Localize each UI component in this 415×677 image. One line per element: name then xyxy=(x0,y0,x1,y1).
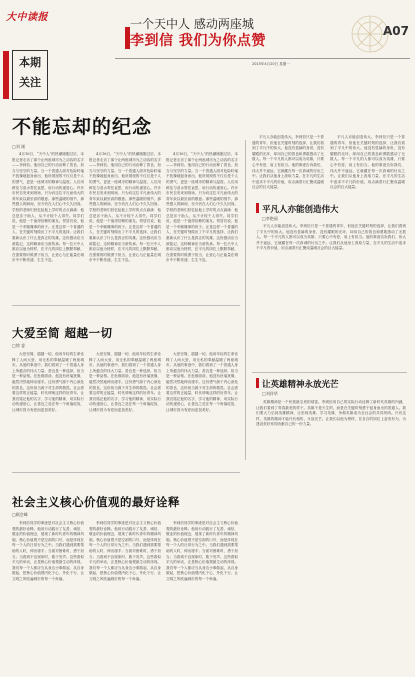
slogan-top: 一个天中人 感动两座城 xyxy=(130,17,254,31)
side1-title-marker xyxy=(256,203,259,213)
article2-column-2 xyxy=(89,352,161,462)
section-label-bar xyxy=(3,51,9,99)
side2-body-text: 英雄精神是一个民族最宝贵的财富。李到信用自己的实际行动诠释了新时代英雄的内涵，让我们看到了青春最美的样子。英雄不是天生的，而是在关键时刻勇于挺身而出的普通人。我们要大力弘扬英雄精神，让崇尚英雄、学习英雄、争做英雄成为全社会的共同风尚。只有这样，英雄的精神才能代代相传，永放光芒。让我们以他为榜样，在各自的岗位上奋发有为，为建设美好家园贡献自己的一份力量。 xyxy=(256,400,406,427)
article2-top-divider xyxy=(12,305,240,306)
newspaper-logo xyxy=(6,8,66,23)
main-article-column-3 xyxy=(166,152,238,302)
article3-title: 社会主义核心价值观的最好诠释 xyxy=(12,495,180,509)
article2-column-3 xyxy=(166,352,238,462)
article2-column-1 xyxy=(12,352,84,462)
page-number: A07 xyxy=(383,24,409,38)
main-article-body-cont2: 4月16日，“天中人”的热潮刚刚过后，本报记者走访了那个让两座城市为之动容的名字——李到信。他用自己的行动诠释了善良、担当与坚守的力量。当一个普通人面对危险时毫不犹豫地挺身而出，他所展现的不仅仅是个人的勇气，更是一座城市的精神与温度。人们用鲜花与泪水寄托哀思，用行动传递爱心。许多市民自发来到现场，只为向这位平凡而伟大的青年致以最崇高的敬意。那些温暖的细节，那些感人的瞬间，至今仍在人们心中久久回荡。学校的老师们回忆起他上学时的点点滴滴：他总是乐于助人，从不计较个人得失。同学们说，他是一个值得信赖的朋友。邻居们说，他是一个孝顺懂事的孩子。正是这样一个普通的人，在关键时刻做出了不平凡的选择，让我们重新认识了什么是真正的英雄。这份感动应当被铭记，这种精神应当被传承。每一位天中人都应以他为榜样，在平凡的岗位上默默奉献，在需要的时候勇于担当，让爱心与正能量在城市中不断传递、生生不息。 xyxy=(166,152,238,263)
main-article-title: 不能忘却的纪念 xyxy=(12,116,153,138)
side1-intro-text: 平凡人亦能创造伟大。李到信只是一个普通的青年，但他在关键时刻的选择，让我们看到了平凡中的伟大。他没有显赫的身世，没有耀眼的光环，却用自己的善良和勇敢感动了无数人。每一个平凡的人都可以成为英雄，只要心中有爱，肩上有担当。他的事迹告诉我们，伟大并不遥远，它就藏在每一次真诚的付出之中。让我们从他身上汲取力量，在平凡的生活中追求不平凡的价值，用点滴善行汇聚成温暖社会的巨大能量。 xyxy=(252,135,324,190)
main-article-byline: □刘 刚 xyxy=(12,144,26,149)
article3-column-1 xyxy=(12,521,84,666)
header-meta: 2015年4月20日 星期一 xyxy=(252,62,290,66)
article2-title: 大爱至简 超越一切 xyxy=(12,326,113,340)
article3-body-cont: 李到信同学的事迹是对社会主义核心价值观的最好诠释。他用行动践行了友善、诚信、敬业的价值理念，展现了新时代青年的精神风貌。核心价值观不是空洞的口号，而是体现在每一个人的日常行为之中。当我们遇到需要帮助的人时，伸出援手；当面对困难时，勇于担当；当看到不良现象时，敢于发声。这些看似平凡的举动，正是核心价值观最生动的体现。我们每一个人都应当从身边小事做起，从自身做起，把核心价值观内化于心、外化于行，让文明之风吹遍城市的每一个角落。 xyxy=(89,521,161,581)
main-article-column-2 xyxy=(89,152,161,302)
main-article-column-1 xyxy=(12,152,84,302)
side2-byline: □刘祥华 xyxy=(262,391,278,396)
side1-body xyxy=(256,224,406,364)
article3-column-2 xyxy=(89,521,161,666)
main-article-body-cont: 4月16日，“天中人”的热潮刚刚过后，本报记者走访了那个让两座城市为之动容的名字——李到信。他用自己的行动诠释了善良、担当与坚守的力量。当一个普通人面对危险时毫不犹豫地挺身而出，他所展现的不仅仅是个人的勇气，更是一座城市的精神与温度。人们用鲜花与泪水寄托哀思，用行动传递爱心。许多市民自发来到现场，只为向这位平凡而伟大的青年致以最崇高的敬意。那些温暖的细节，那些感人的瞬间，至今仍在人们心中久久回荡。学校的老师们回忆起他上学时的点点滴滴：他总是乐于助人，从不计较个人得失。同学们说，他是一个值得信赖的朋友。邻居们说，他是一个孝顺懂事的孩子。正是这样一个普通的人，在关键时刻做出了不平凡的选择，让我们重新认识了什么是真正的英雄。这份感动应当被铭记，这种精神应当被传承。每一位天中人都应以他为榜样，在平凡的岗位上默默奉献，在需要的时候勇于担当，让爱心与正能量在城市中不断传递、生生不息。 xyxy=(89,152,161,263)
side2-title-marker xyxy=(256,378,259,388)
column-divider xyxy=(245,140,246,460)
side1-byline: □李艳丽 xyxy=(262,216,278,221)
article2-byline: □徐 睿 xyxy=(12,343,26,348)
article3-body: 李到信同学的事迹是对社会主义核心价值观的最好诠释。他用行动践行了友善、诚信、敬业的价值理念，展现了新时代青年的精神风貌。核心价值观不是空洞的口号，而是体现在每一个人的日常行为之中。当我们遇到需要帮助的人时，伸出援手；当面对困难时，勇于担当；当看到不良现象时，敢于发声。这些看似平凡的举动，正是核心价值观最生动的体现。我们每一个人都应当从身边小事做起，从自身做起，把核心价值观内化于心、外化于行，让文明之风吹遍城市的每一个角落。 xyxy=(12,521,84,581)
section-label-line2: 关注 xyxy=(19,76,41,89)
side1-body-text: 平凡人亦能创造伟大。李到信只是一个普通的青年，但他在关键时刻的选择，让我们看到了平凡中的伟大。他没有显赫的身世，没有耀眼的光环，却用自己的善良和勇敢感动了无数人。每一个平凡的人都可以成为英雄，只要心中有爱，肩上有担当。他的事迹告诉我们，伟大并不遥远，它就藏在每一次真诚的付出之中。让我们从他身上汲取力量，在平凡的生活中追求不平凡的价值，用点滴善行汇聚成温暖社会的巨大能量。 xyxy=(256,224,406,251)
article2-body: 大爱至简，超越一切。他用年轻的生命诠释了人间大爱，用无私的奉献温暖了两座城市。从他的事迹中，我们看到了一个普通人身上所蕴含的伟大力量。善良是一种选择，担当是一种品格。在危难面前，他没有丝毫犹豫，毅然决然地伸出援手。这份勇气源于内心深处的善良，这份担当源于对生命的敬畏。社会需要这样的正能量，时代呼唤这样的好青年。让我们铭记他的名字，学习他的精神，用实际行动传递爱心，让善良之花在每一个角落绽放，让城市因为有爱而更加美好。 xyxy=(12,352,84,412)
side2-body xyxy=(256,400,406,665)
article3-top-divider xyxy=(12,472,240,473)
article2-body-cont2: 大爱至简，超越一切。他用年轻的生命诠释了人间大爱，用无私的奉献温暖了两座城市。从他的事迹中，我们看到了一个普通人身上所蕴含的伟大力量。善良是一种选择，担当是一种品格。在危难面前，他没有丝毫犹豫，毅然决然地伸出援手。这份勇气源于内心深处的善良，这份担当源于对生命的敬畏。社会需要这样的正能量，时代呼唤这样的好青年。让我们铭记他的名字，学习他的精神，用实际行动传递爱心，让善良之花在每一个角落绽放，让城市因为有爱而更加美好。 xyxy=(166,352,238,412)
article3-column-3 xyxy=(166,521,238,666)
article2-body-cont: 大爱至简，超越一切。他用年轻的生命诠释了人间大爱，用无私的奉献温暖了两座城市。从他的事迹中，我们看到了一个普通人身上所蕴含的伟大力量。善良是一种选择，担当是一种品格。在危难面前，他没有丝毫犹豫，毅然决然地伸出援手。这份勇气源于内心深处的善良，这份担当源于对生命的敬畏。社会需要这样的正能量，时代呼唤这样的好青年。让我们铭记他的名字，学习他的精神，用实际行动传递爱心，让善良之花在每一个角落绽放，让城市因为有爱而更加美好。 xyxy=(89,352,161,412)
section-label xyxy=(12,50,48,100)
slogan-bottom: 李到信 我们为你点赞 xyxy=(130,33,266,49)
header-divider xyxy=(115,58,410,59)
side1-intro-column-2 xyxy=(330,135,405,190)
main-article-body: 4月16日，“天中人”的热潮刚刚过后，本报记者走访了那个让两座城市为之动容的名字——李到信。他用自己的行动诠释了善良、担当与坚守的力量。当一个普通人面对危险时毫不犹豫地挺身而出，他所展现的不仅仅是个人的勇气，更是一座城市的精神与温度。人们用鲜花与泪水寄托哀思，用行动传递爱心。许多市民自发来到现场，只为向这位平凡而伟大的青年致以最崇高的敬意。那些温暖的细节，那些感人的瞬间，至今仍在人们心中久久回荡。学校的老师们回忆起他上学时的点点滴滴：他总是乐于助人，从不计较个人得失。同学们说，他是一个值得信赖的朋友。邻居们说，他是一个孝顺懂事的孩子。正是这样一个普通的人，在关键时刻做出了不平凡的选择，让我们重新认识了什么是真正的英雄。这份感动应当被铭记，这种精神应当被传承。每一位天中人都应以他为榜样，在平凡的岗位上默默奉献，在需要的时候勇于担当，让爱心与正能量在城市中不断传递、生生不息。 xyxy=(12,152,84,263)
article3-body-cont2: 李到信同学的事迹是对社会主义核心价值观的最好诠释。他用行动践行了友善、诚信、敬业的价值理念，展现了新时代青年的精神风貌。核心价值观不是空洞的口号，而是体现在每一个人的日常行为之中。当我们遇到需要帮助的人时，伸出援手；当面对困难时，勇于担当；当看到不良现象时，敢于发声。这些看似平凡的举动，正是核心价值观最生动的体现。我们每一个人都应当从身边小事做起，从自身做起，把核心价值观内化于心、外化于行，让文明之风吹遍城市的每一个角落。 xyxy=(166,521,238,581)
section-label-line1: 本期 xyxy=(19,56,41,69)
article3-byline: □顾会峰 xyxy=(12,512,28,517)
side1-title: 平凡人亦能创造伟大 xyxy=(262,205,339,215)
side1-intro-text-2: 平凡人亦能创造伟大。李到信只是一个普通的青年，但他在关键时刻的选择，让我们看到了平凡中的伟大。他没有显赫的身世，没有耀眼的光环，却用自己的善良和勇敢感动了无数人。每一个平凡的人都可以成为英雄，只要心中有爱，肩上有担当。他的事迹告诉我们，伟大并不遥远，它就藏在每一次真诚的付出之中。让我们从他身上汲取力量，在平凡的生活中追求不平凡的价值，用点滴善行汇聚成温暖社会的巨大能量。 xyxy=(330,135,405,190)
side2-title: 让英雄精神永放光芒 xyxy=(262,380,339,390)
logo-text: 大中读报 xyxy=(6,12,48,23)
side-divider xyxy=(252,372,407,373)
